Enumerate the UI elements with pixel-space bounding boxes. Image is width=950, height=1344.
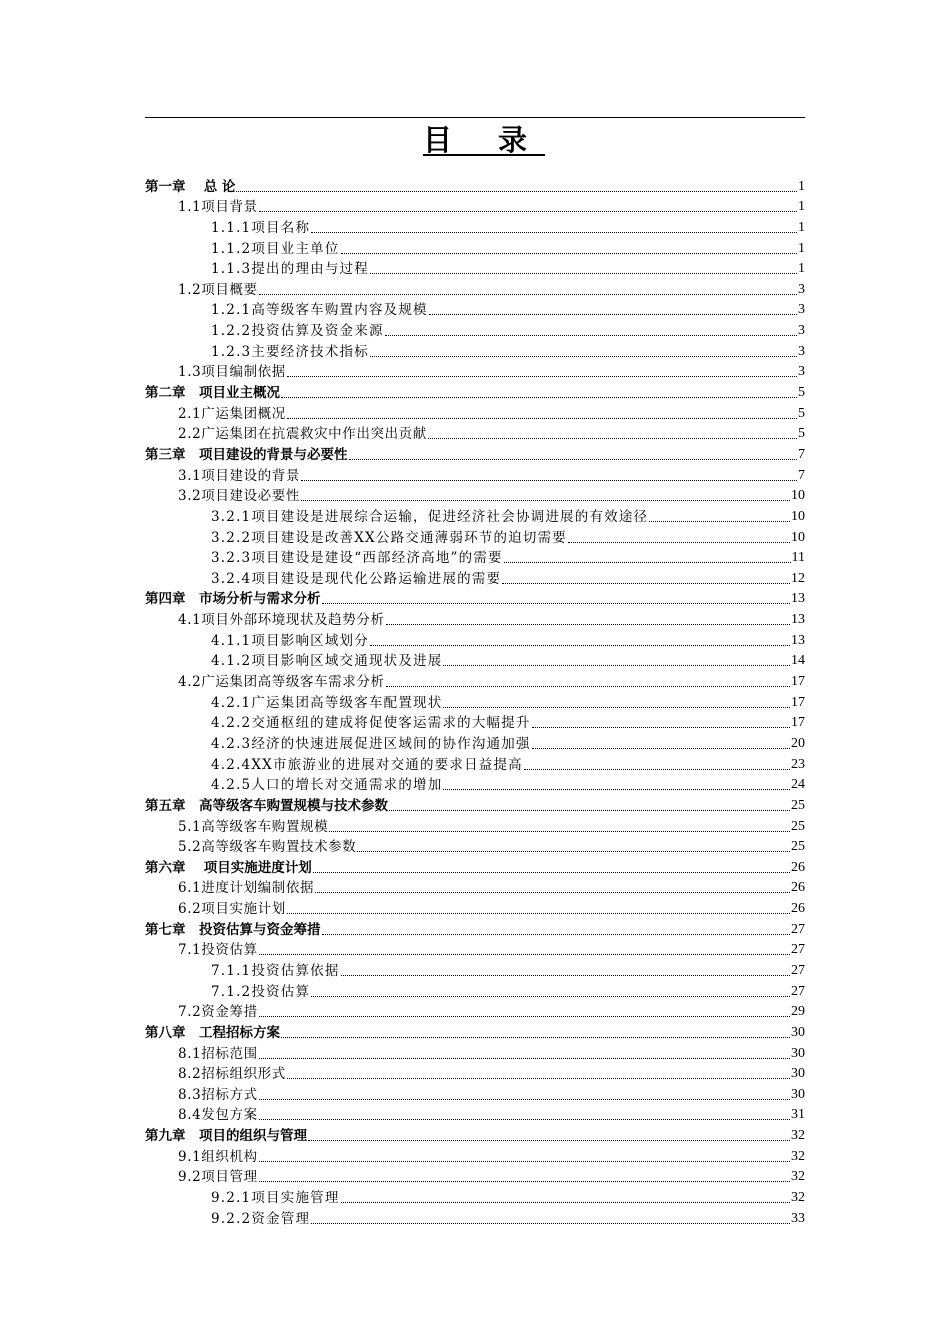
toc-entry[interactable] — [145, 463, 805, 484]
toc-leader-dots — [259, 211, 797, 212]
toc-entry-page: 10 — [791, 529, 805, 545]
toc-entry-label: 8.4发包方案 — [178, 1107, 258, 1124]
toc-entry-page: 5 — [798, 426, 805, 442]
toc-leader-dots — [308, 1140, 790, 1141]
toc-entry[interactable] — [145, 484, 805, 505]
toc-leader-dots — [313, 872, 790, 873]
toc-entry[interactable] — [145, 566, 805, 587]
toc-entry-label: 第五章 高等级客车购置规模与技术参数 — [145, 797, 388, 814]
toc-entry-page: 27 — [791, 921, 805, 937]
toc-entry-page: 20 — [791, 735, 805, 751]
toc-entry-label: 第八章 工程招标方案 — [145, 1024, 280, 1041]
page-title: 目 录 — [422, 123, 546, 157]
toc-entry-label: 3.1项目建设的背景 — [178, 467, 300, 484]
toc-leader-dots — [389, 810, 790, 811]
toc-entry-label: 7.1投资估算 — [178, 942, 258, 959]
toc-entry[interactable] — [145, 649, 805, 670]
toc-entry[interactable] — [145, 236, 805, 257]
toc-entry-page: 12 — [791, 570, 805, 586]
toc-entry-page: 10 — [791, 508, 805, 524]
toc-entry-page: 5 — [798, 405, 805, 421]
toc-entry-label: 第四章 市场分析与需求分析 — [145, 591, 321, 608]
toc-entry[interactable] — [145, 174, 805, 195]
toc-leader-dots — [370, 645, 790, 646]
toc-leader-dots — [259, 1099, 790, 1100]
toc-entry[interactable] — [145, 979, 805, 1000]
toc-entry-page: 32 — [791, 1148, 805, 1164]
toc-leader-dots — [322, 603, 791, 604]
toc-entry-label: 第二章 项目业主概况 — [145, 385, 280, 402]
toc-leader-dots — [287, 913, 790, 914]
toc-entry[interactable] — [145, 835, 805, 856]
toc-entry[interactable] — [145, 793, 805, 814]
toc-entry-label: 1.1.2项目业主单位 — [211, 240, 340, 257]
toc-entry[interactable] — [145, 380, 805, 401]
toc-entry-page: 30 — [791, 1066, 805, 1082]
toc-leader-dots — [341, 975, 790, 976]
toc-entry[interactable] — [145, 1041, 805, 1062]
toc-entry-page: 30 — [791, 1024, 805, 1040]
toc-entry[interactable] — [145, 442, 805, 463]
toc-entry-label: 第三章 项目建设的背景与必要性 — [145, 446, 348, 463]
toc-entry-page: 7 — [798, 446, 805, 462]
toc-entry[interactable] — [145, 814, 805, 835]
toc-entry-label: 8.2招标组织形式 — [178, 1066, 286, 1083]
toc-entry-label: 7.2资金筹措 — [178, 1004, 258, 1021]
toc-entry[interactable] — [145, 938, 805, 959]
toc-entry-label: 4.2广运集团高等级客车需求分析 — [178, 674, 385, 691]
toc-leader-dots — [443, 707, 790, 708]
toc-entry-label: 2.2广运集团在抗震救灾中作出突出贡献 — [178, 426, 427, 443]
toc-leader-dots — [428, 438, 797, 439]
toc-entry[interactable] — [145, 298, 805, 319]
toc-leader-dots — [370, 356, 797, 357]
toc-leader-dots — [281, 397, 797, 398]
toc-entry[interactable] — [145, 1000, 805, 1021]
toc-entry-page: 25 — [791, 839, 805, 855]
toc-entry[interactable] — [145, 876, 805, 897]
toc-entry-page: 26 — [791, 859, 805, 875]
toc-entry[interactable] — [145, 195, 805, 216]
toc-leader-dots — [524, 769, 790, 770]
toc-entry[interactable] — [145, 958, 805, 979]
toc-entry-label: 9.2.1项目实施管理 — [211, 1190, 340, 1207]
toc-entry[interactable] — [145, 690, 805, 711]
toc-leader-dots — [443, 665, 790, 666]
toc-entry-label: 4.2.5人口的增长对交通需求的增加 — [211, 777, 443, 794]
toc-entry[interactable] — [145, 318, 805, 339]
toc-leader-dots — [301, 480, 797, 481]
toc-leader-dots — [287, 1078, 790, 1079]
toc-entry-page: 27 — [791, 983, 805, 999]
toc-entry-label: 第一章 总 论 — [145, 178, 236, 195]
toc-entry[interactable] — [145, 277, 805, 298]
toc-entry-page: 1 — [798, 219, 805, 235]
toc-entry-page: 3 — [798, 343, 805, 359]
toc-entry-page: 30 — [791, 1086, 805, 1102]
toc-entry-page: 26 — [791, 880, 805, 896]
toc-entry-page: 14 — [791, 653, 805, 669]
toc-entry-page: 3 — [798, 323, 805, 339]
toc-leader-dots — [287, 418, 797, 419]
toc-entry-label: 9.1组织机构 — [178, 1148, 258, 1165]
toc-entry[interactable] — [145, 628, 805, 649]
toc-entry-page: 30 — [791, 1045, 805, 1061]
toc-leader-dots — [259, 1181, 790, 1182]
toc-entry-label: 9.2项目管理 — [178, 1169, 258, 1186]
toc-leader-dots — [259, 294, 797, 295]
toc-entry-label: 4.2.3经济的快速进展促进区域间的协作沟通加强 — [211, 735, 531, 752]
toc-leader-dots — [259, 954, 790, 955]
toc-entry-page: 32 — [791, 1169, 805, 1185]
toc-entry-label: 7.1.2投资估算 — [211, 983, 311, 1000]
toc-leader-dots — [443, 789, 790, 790]
toc-entry-label: 4.1.2项目影响区域交通现状及进展 — [211, 653, 443, 670]
toc-entry[interactable] — [145, 1103, 805, 1124]
toc-leader-dots — [259, 1119, 790, 1120]
toc-entry[interactable] — [145, 422, 805, 443]
toc-entry[interactable] — [145, 215, 805, 236]
toc-entry-label: 4.2.4XX市旅游业的进展对交通的要求日益提高 — [211, 756, 523, 773]
toc-leader-dots — [385, 335, 797, 336]
toc-entry-label: 第七章 投资估算与资金筹措 — [145, 921, 321, 938]
toc-leader-dots — [341, 1202, 790, 1203]
toc-entry[interactable] — [145, 1144, 805, 1165]
toc-leader-dots — [287, 376, 797, 377]
toc-leader-dots — [429, 314, 797, 315]
toc-entry-label: 1.1.3提出的理由与过程 — [211, 261, 369, 278]
toc-entry-label: 9.2.2资金管理 — [211, 1210, 311, 1227]
toc-entry[interactable] — [145, 1062, 805, 1083]
toc-entry-page: 5 — [798, 385, 805, 401]
toc-entry-label: 8.1招标范围 — [178, 1045, 258, 1062]
toc-entry-label: 5.1高等级客车购置规模 — [178, 818, 329, 835]
toc-entry[interactable] — [145, 896, 805, 917]
toc-entry-page: 11 — [791, 550, 805, 566]
header-rule — [145, 117, 805, 118]
toc-leader-dots — [357, 851, 790, 852]
toc-leader-dots — [502, 583, 790, 584]
toc-entry-page: 3 — [798, 302, 805, 318]
toc-entry-label: 3.2.1项目建设是进展综合运输，促进经济社会协调进展的有效途径 — [211, 508, 649, 525]
toc-entry-label: 1.1.1项目名称 — [211, 219, 311, 236]
toc-entry-page: 25 — [791, 818, 805, 834]
toc-entry-page: 27 — [791, 962, 805, 978]
toc-entry-page: 3 — [798, 281, 805, 297]
toc-entry-label: 4.2.2交通枢纽的建成将促使客运需求的大幅提升 — [211, 715, 531, 732]
toc-entry-page: 31 — [791, 1107, 805, 1123]
toc-entry-label: 8.3招标方式 — [178, 1086, 258, 1103]
toc-leader-dots — [236, 191, 797, 192]
toc-entry-page: 25 — [791, 797, 805, 813]
toc-leader-dots — [301, 500, 790, 501]
toc-entry-page: 29 — [791, 1004, 805, 1020]
toc-entry-page: 24 — [791, 777, 805, 793]
toc-entry[interactable] — [145, 773, 805, 794]
toc-entry-page: 32 — [791, 1128, 805, 1144]
toc-entry-label: 6.2项目实施计划 — [178, 901, 286, 918]
toc-leader-dots — [349, 459, 798, 460]
toc-leader-dots — [568, 542, 790, 543]
toc-leader-dots — [311, 232, 797, 233]
toc-entry-label: 1.1项目背景 — [178, 199, 258, 216]
toc-leader-dots — [259, 1016, 790, 1017]
toc-entry-page: 17 — [791, 715, 805, 731]
toc-leader-dots — [532, 727, 790, 728]
toc-entry-page: 13 — [791, 591, 805, 607]
toc-entry[interactable] — [145, 1206, 805, 1227]
toc-leader-dots — [311, 1223, 790, 1224]
toc-entry[interactable] — [145, 1185, 805, 1206]
toc-leader-dots — [386, 686, 790, 687]
toc-leader-dots — [259, 1161, 790, 1162]
toc-leader-dots — [370, 273, 797, 274]
toc-entry-label: 7.1.1投资估算依据 — [211, 962, 340, 979]
toc-leader-dots — [322, 934, 791, 935]
toc-entry-label: 第九章 项目的组织与管理 — [145, 1128, 307, 1145]
toc-entry[interactable] — [145, 855, 805, 876]
toc-entry[interactable] — [145, 504, 805, 525]
toc-entry-page: 10 — [791, 488, 805, 504]
toc-entry-label: 4.2.1广运集团高等级客车配置现状 — [211, 694, 443, 711]
toc-leader-dots — [504, 562, 791, 563]
toc-entry-page: 17 — [791, 694, 805, 710]
toc-entry[interactable] — [145, 1165, 805, 1186]
toc-entry[interactable] — [145, 587, 805, 608]
toc-leader-dots — [329, 831, 790, 832]
toc-entry-label: 1.2项目概要 — [178, 281, 258, 298]
toc-entry-page: 1 — [798, 240, 805, 256]
toc-entry-label: 2.1广运集团概况 — [178, 405, 286, 422]
toc-leader-dots — [341, 253, 797, 254]
toc-entry[interactable] — [145, 1020, 805, 1041]
toc-entry[interactable] — [145, 339, 805, 360]
toc-entry-label: 3.2项目建设必要性 — [178, 488, 300, 505]
toc-entry-page: 26 — [791, 901, 805, 917]
toc-entry[interactable] — [145, 401, 805, 422]
toc-entry-page: 27 — [791, 942, 805, 958]
toc-entry-page: 1 — [798, 261, 805, 277]
toc-entry-page: 13 — [791, 612, 805, 628]
toc-entry-label: 3.2.4项目建设是现代化公路运输进展的需要 — [211, 570, 502, 587]
toc-entry-label: 4.1项目外部环境现状及趋势分析 — [178, 612, 385, 629]
toc-entry-label: 1.2.2投资估算及资金来源 — [211, 323, 384, 340]
toc-entry-label: 1.3项目编制依据 — [178, 364, 286, 381]
toc-entry[interactable] — [145, 731, 805, 752]
toc-entry-page: 1 — [798, 178, 805, 194]
toc-entry-page: 13 — [791, 632, 805, 648]
toc-entry-label: 3.2.2项目建设是改善XX公路交通薄弱环节的迫切需要 — [211, 529, 567, 546]
toc-entry-page: 33 — [791, 1210, 805, 1226]
toc-leader-dots — [281, 1037, 790, 1038]
toc-entry[interactable] — [145, 917, 805, 938]
toc-entry[interactable] — [145, 669, 805, 690]
toc-entry[interactable] — [145, 360, 805, 381]
toc-entry-page: 7 — [798, 467, 805, 483]
toc-leader-dots — [649, 521, 790, 522]
toc-leader-dots — [315, 892, 790, 893]
toc-leader-dots — [311, 996, 790, 997]
toc-entry-page: 23 — [791, 756, 805, 772]
toc-entry[interactable] — [145, 546, 805, 567]
toc-entry-label: 3.2.3项目建设是建设“西部经济高地”的需要 — [211, 550, 503, 567]
toc-entry[interactable] — [145, 607, 805, 628]
toc-entry[interactable] — [145, 711, 805, 732]
toc-entry-label: 1.2.1高等级客车购置内容及规模 — [211, 302, 428, 319]
toc-entry[interactable] — [145, 752, 805, 773]
toc-entry-label: 第六章 项目实施进度计划 — [145, 859, 312, 876]
toc-entry-label: 1.2.3主要经济技术指标 — [211, 343, 369, 360]
toc-entry[interactable] — [145, 1082, 805, 1103]
toc-leader-dots — [386, 624, 790, 625]
toc-entry-page: 3 — [798, 364, 805, 380]
toc-entry[interactable] — [145, 257, 805, 278]
toc-leader-dots — [259, 1058, 790, 1059]
toc-entry-page: 17 — [791, 674, 805, 690]
toc-entry-label: 5.2高等级客车购置技术参数 — [178, 839, 357, 856]
toc-leader-dots — [532, 748, 790, 749]
table-of-contents — [145, 174, 805, 1227]
toc-entry-page: 1 — [798, 199, 805, 215]
toc-entry-label: 6.1进度计划编制依据 — [178, 880, 315, 897]
toc-entry[interactable] — [145, 525, 805, 546]
toc-entry-page: 32 — [791, 1190, 805, 1206]
toc-entry[interactable] — [145, 1123, 805, 1144]
toc-entry-label: 4.1.1项目影响区域划分 — [211, 632, 369, 649]
